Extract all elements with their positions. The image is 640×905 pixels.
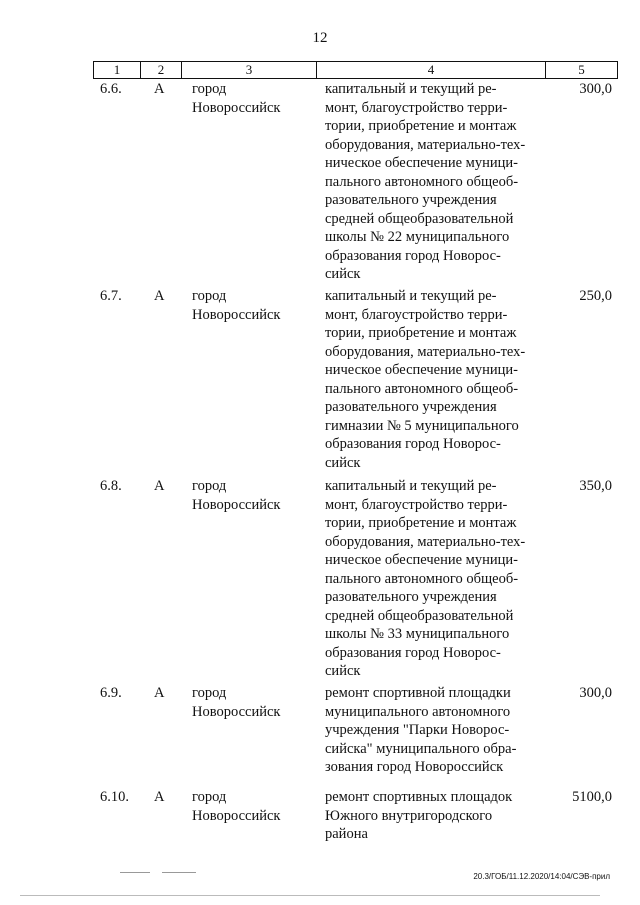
scan-edge — [20, 895, 600, 896]
row-category: А — [154, 81, 165, 97]
row-value: 300,0 — [579, 685, 612, 701]
row-number: 6.9. — [100, 685, 122, 701]
row-value: 350,0 — [579, 478, 612, 494]
row-category: А — [154, 478, 165, 494]
row-description: ремонт спортивной площадки муниципального автономного учреждения "Парки Новорос- сийска" муниципального обра- зования город Новороссийск — [325, 685, 517, 775]
row-category: А — [154, 789, 165, 805]
row-location: город Новороссийск — [192, 288, 281, 323]
row-number: 6.10. — [100, 789, 129, 805]
row-category: А — [154, 288, 165, 304]
page-number: 12 — [312, 30, 328, 46]
row-number: 6.8. — [100, 478, 122, 494]
scan-mark — [120, 872, 150, 873]
scan-mark — [162, 872, 196, 873]
row-location: город Новороссийск — [192, 685, 281, 720]
table-header — [93, 61, 618, 79]
row-description: ремонт спортивных площадок Южного внутригородского района — [325, 789, 513, 842]
row-description: капитальный и текущий ре- монт, благоустройство терри- тории, приобретение и монтаж оборудования, материально-тех- ническое обеспечение муници- пального автономного общеоб- разовательного учреждения средней общеобразовательной школы № 22 муниципального образования город Новорос- сийск — [325, 81, 526, 282]
row-description: капитальный и текущий ре- монт, благоустройство терри- тории, приобретение и монтаж оборудования, материально-тех- ническое обеспечение муници- пального автономного общеоб- разовательного учреждения средней общеобразовательной школы № 33 муниципального образования город Новорос- сийск — [325, 478, 526, 679]
row-value: 5100,0 — [572, 789, 612, 805]
row-value: 250,0 — [579, 288, 612, 304]
header-cell-3: 3 — [245, 62, 253, 77]
header-cell-4: 4 — [427, 62, 435, 77]
row-location: город Новороссийск — [192, 81, 281, 116]
header-cell-2: 2 — [157, 62, 165, 77]
row-location: город Новороссийск — [192, 789, 281, 824]
row-number: 6.6. — [100, 81, 122, 97]
header-cell-1: 1 — [113, 62, 121, 77]
row-value: 300,0 — [579, 81, 612, 97]
row-location: город Новороссийск — [192, 478, 281, 513]
row-number: 6.7. — [100, 288, 122, 304]
row-category: А — [154, 685, 165, 701]
header-cell-5: 5 — [578, 62, 585, 77]
row-description: капитальный и текущий ре- монт, благоустройство терри- тории, приобретение и монтаж оборудования, материально-тех- ническое обеспечение муници- пального автономного общеоб- разовательного учреждения гимназии № 5 муниципального образования город Новорос- сийск — [325, 288, 526, 471]
document-stamp: 20.3/ГОБ/11.12.2020/14:04/СЭВ-прил — [473, 872, 610, 881]
